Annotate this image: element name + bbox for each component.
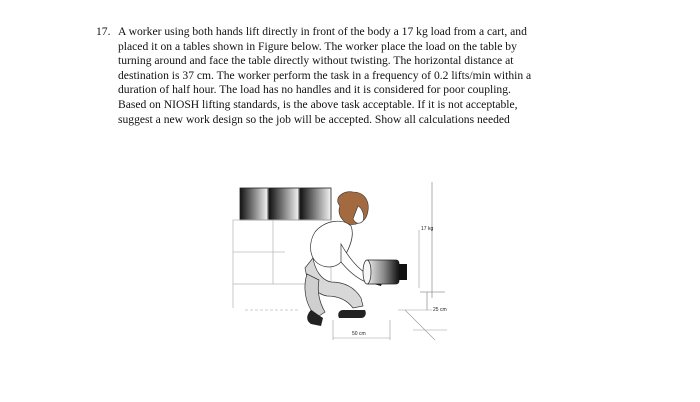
stacked-boxes xyxy=(240,188,331,220)
label-25cm: 25 cm xyxy=(433,307,447,313)
cylinder-load xyxy=(363,260,407,284)
problem-number: 17. xyxy=(96,25,111,38)
destination-table xyxy=(420,182,445,310)
label-50cm: 50 cm xyxy=(352,331,366,337)
problem-text xyxy=(118,25,566,127)
lifting-illustration xyxy=(215,170,470,355)
problem-line-7: suggest a new work design so the job will be accepted. Show all calculations needed xyxy=(118,112,510,126)
problem-line-6: Based on NIOSH lifting standards, is the above task acceptable. If it is not acceptable, xyxy=(118,97,518,111)
label-17kg: 17 kg xyxy=(421,226,434,232)
problem-line-3: turning around and face the table directly without twisting. The horizontal distance at xyxy=(118,54,514,68)
lifting-figure xyxy=(215,170,470,355)
problem-line-5: duration of half hour. The load has no handles and it is considered for poor coupling. xyxy=(118,83,511,97)
problem-line-2: placed it on a tables shown in Figure below. The worker place the load on the table by xyxy=(118,39,517,53)
box-3 xyxy=(300,188,331,220)
box-2 xyxy=(269,188,299,220)
problem-line-4: destination is 37 cm. The worker perform the task in a frequency of 0.2 lifts/min within a xyxy=(118,68,532,82)
box-1 xyxy=(240,188,268,220)
problem-line-1: A worker using both hands lift directly in front of the body a 17 kg load from a cart, and xyxy=(118,25,527,38)
